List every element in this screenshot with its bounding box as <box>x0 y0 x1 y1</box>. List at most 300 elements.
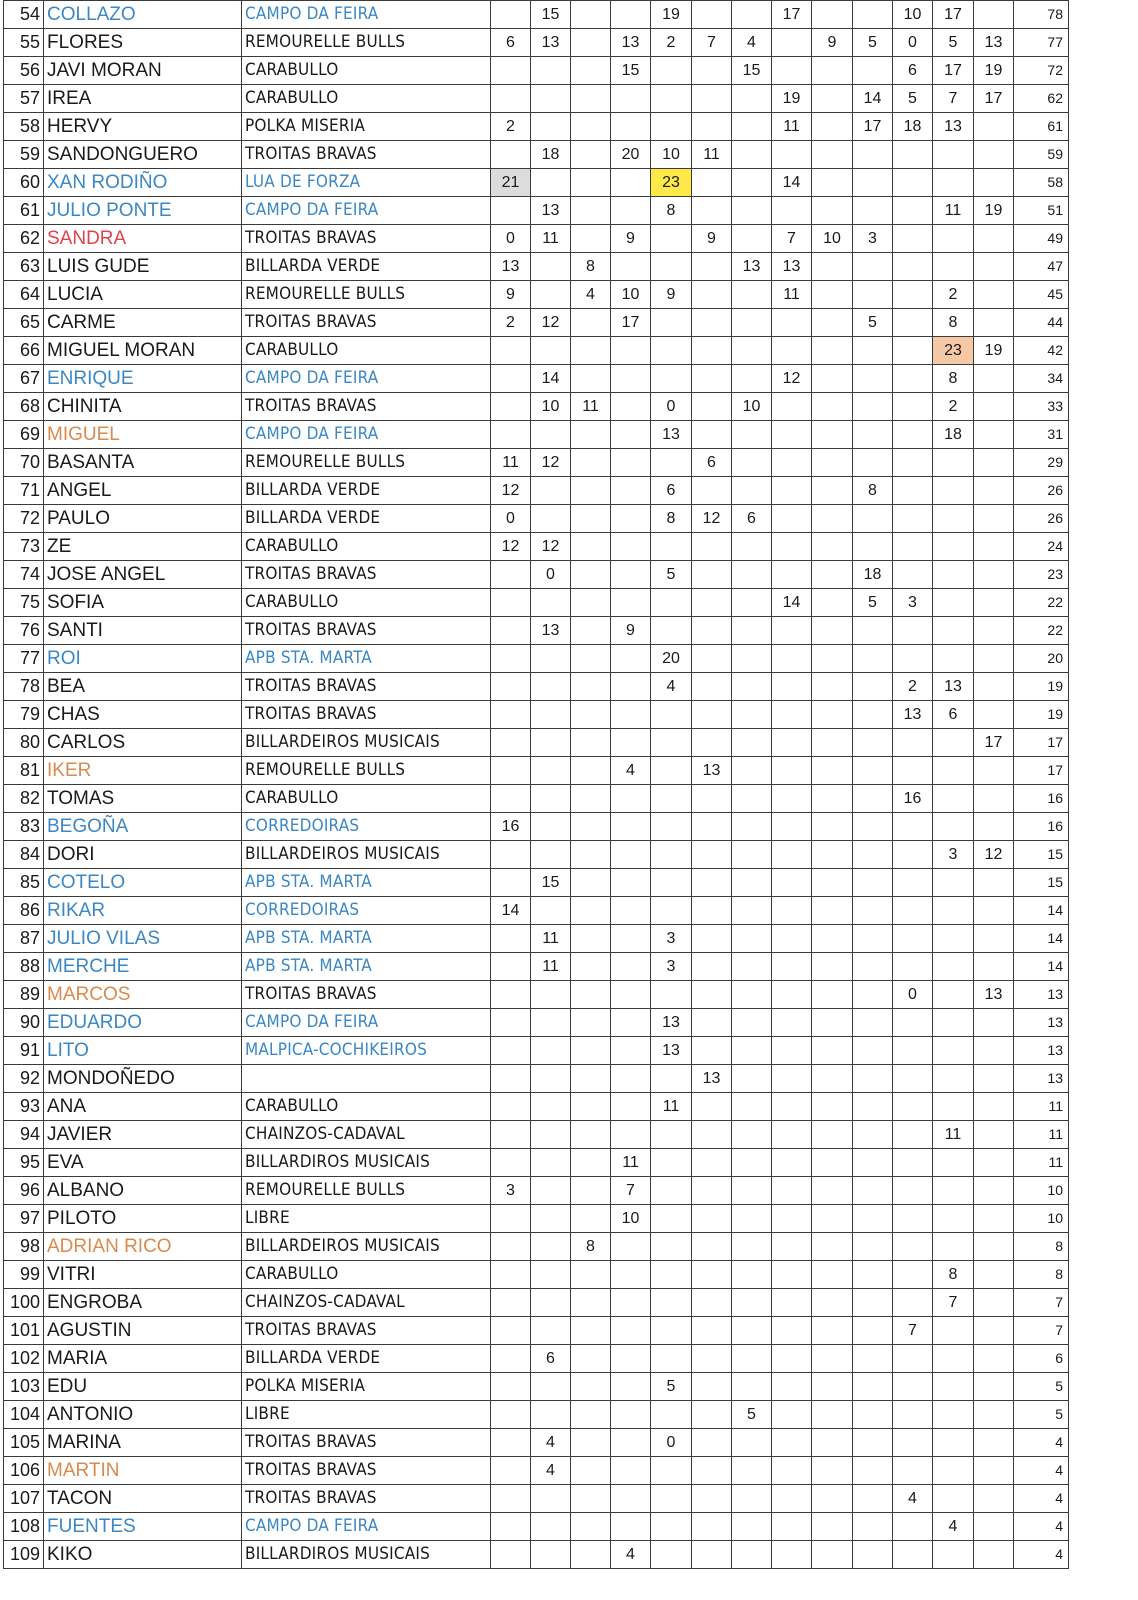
score-cell <box>933 1177 974 1205</box>
score-cell <box>812 1289 853 1317</box>
team-cell: CAMPO DA FEIRA <box>242 1 491 29</box>
rank-cell: 105 <box>4 1429 44 1457</box>
score-cell <box>732 617 772 645</box>
score-cell <box>651 897 692 925</box>
score-cell <box>692 1093 732 1121</box>
score-cell: 11 <box>531 925 571 953</box>
score-cell: 18 <box>893 113 933 141</box>
player-name-cell: LUCIA <box>44 281 242 309</box>
player-name-cell: LUIS GUDE <box>44 253 242 281</box>
score-cell <box>571 953 611 981</box>
score-cell <box>974 449 1014 477</box>
score-cell <box>491 617 531 645</box>
score-cell <box>772 1457 812 1485</box>
score-cell <box>692 1261 732 1289</box>
rank-cell: 102 <box>4 1345 44 1373</box>
score-cell <box>853 1093 893 1121</box>
table-row <box>4 1373 1069 1401</box>
score-cell <box>531 169 571 197</box>
score-cell <box>571 729 611 757</box>
rank-cell: 98 <box>4 1233 44 1261</box>
score-cell <box>692 1009 732 1037</box>
score-cell <box>772 1485 812 1513</box>
score-cell <box>571 1065 611 1093</box>
score-cell <box>974 561 1014 589</box>
score-cell <box>531 1093 571 1121</box>
score-cell <box>812 1065 853 1093</box>
team-cell: CORREDOIRAS <box>242 813 491 841</box>
score-cell <box>732 1513 772 1541</box>
score-cell: 11 <box>933 1121 974 1149</box>
score-cell <box>692 253 732 281</box>
score-cell: 11 <box>531 225 571 253</box>
score-cell <box>812 337 853 365</box>
table-row <box>4 225 1069 253</box>
total-cell: 34 <box>1014 365 1069 393</box>
score-cell <box>692 337 732 365</box>
score-cell: 23 <box>933 337 974 365</box>
team-cell: REMOURELLE BULLS <box>242 757 491 785</box>
score-cell <box>611 1317 651 1345</box>
score-cell: 11 <box>933 197 974 225</box>
score-cell <box>853 1373 893 1401</box>
total-cell: 6 <box>1014 1345 1069 1373</box>
rank-cell: 61 <box>4 197 44 225</box>
score-cell <box>571 1289 611 1317</box>
score-cell: 4 <box>531 1457 571 1485</box>
score-cell <box>732 197 772 225</box>
table-row <box>4 477 1069 505</box>
score-cell <box>974 925 1014 953</box>
team-cell: TROITAS BRAVAS <box>242 673 491 701</box>
score-cell <box>853 1037 893 1065</box>
score-cell <box>491 953 531 981</box>
score-cell <box>893 1373 933 1401</box>
player-name-cell: JULIO VILAS <box>44 925 242 953</box>
score-cell <box>491 1485 531 1513</box>
score-cell <box>611 1485 651 1513</box>
table-row <box>4 1485 1069 1513</box>
score-cell <box>812 1401 853 1429</box>
score-cell <box>491 785 531 813</box>
total-cell: 61 <box>1014 113 1069 141</box>
player-name-cell: MIGUEL <box>44 421 242 449</box>
score-cell <box>732 421 772 449</box>
score-cell <box>772 1317 812 1345</box>
score-cell <box>531 701 571 729</box>
score-cell <box>974 589 1014 617</box>
rank-cell: 55 <box>4 29 44 57</box>
score-cell <box>853 981 893 1009</box>
score-cell <box>531 673 571 701</box>
score-cell: 12 <box>531 309 571 337</box>
score-cell: 7 <box>933 85 974 113</box>
score-cell: 20 <box>651 645 692 673</box>
score-cell <box>893 841 933 869</box>
score-cell <box>692 813 732 841</box>
score-cell <box>893 1149 933 1177</box>
score-cell <box>812 785 853 813</box>
team-cell: LIBRE <box>242 1205 491 1233</box>
score-cell <box>974 757 1014 785</box>
team-cell: CAMPO DA FEIRA <box>242 1009 491 1037</box>
score-cell <box>812 757 853 785</box>
table-row <box>4 1093 1069 1121</box>
score-cell <box>692 925 732 953</box>
player-name-cell: SANDONGUERO <box>44 141 242 169</box>
team-cell: BILLARDA VERDE <box>242 253 491 281</box>
table-row <box>4 1121 1069 1149</box>
score-cell: 6 <box>732 505 772 533</box>
score-cell <box>772 1233 812 1261</box>
score-cell <box>611 1373 651 1401</box>
score-cell: 8 <box>571 1233 611 1261</box>
score-cell: 8 <box>651 197 692 225</box>
score-cell: 4 <box>571 281 611 309</box>
score-cell <box>812 953 853 981</box>
table-row <box>4 57 1069 85</box>
score-cell <box>732 561 772 589</box>
team-cell: APB STA. MARTA <box>242 645 491 673</box>
score-cell: 2 <box>491 113 531 141</box>
score-cell <box>571 225 611 253</box>
score-cell <box>772 29 812 57</box>
team-cell: BILLARDA VERDE <box>242 1345 491 1373</box>
score-cell <box>772 393 812 421</box>
rank-cell: 78 <box>4 673 44 701</box>
score-cell <box>812 925 853 953</box>
player-name-cell: BASANTA <box>44 449 242 477</box>
score-cell <box>812 1009 853 1037</box>
score-cell <box>853 57 893 85</box>
table-row <box>4 1233 1069 1261</box>
score-cell <box>491 365 531 393</box>
player-name-cell: TOMAS <box>44 785 242 813</box>
score-cell <box>772 1093 812 1121</box>
table-row <box>4 1 1069 29</box>
score-cell <box>692 617 732 645</box>
total-cell: 8 <box>1014 1233 1069 1261</box>
player-name-cell: IKER <box>44 757 242 785</box>
score-cell <box>974 869 1014 897</box>
score-cell <box>611 1093 651 1121</box>
score-cell <box>732 533 772 561</box>
score-cell <box>812 617 853 645</box>
score-cell <box>732 337 772 365</box>
player-name-cell: ANA <box>44 1093 242 1121</box>
score-cell <box>893 281 933 309</box>
score-cell <box>853 953 893 981</box>
score-cell <box>812 1093 853 1121</box>
score-cell <box>651 1541 692 1569</box>
score-cell <box>772 477 812 505</box>
total-cell: 10 <box>1014 1177 1069 1205</box>
score-cell <box>772 141 812 169</box>
total-cell: 4 <box>1014 1485 1069 1513</box>
table-row <box>4 1345 1069 1373</box>
score-cell <box>571 1317 611 1345</box>
score-cell: 14 <box>531 365 571 393</box>
score-cell: 6 <box>531 1345 571 1373</box>
score-cell <box>732 1485 772 1513</box>
score-cell <box>692 1345 732 1373</box>
score-cell <box>491 673 531 701</box>
score-cell <box>651 785 692 813</box>
score-cell: 5 <box>853 589 893 617</box>
score-cell <box>772 645 812 673</box>
score-cell: 13 <box>893 701 933 729</box>
score-cell: 13 <box>692 1065 732 1093</box>
score-cell: 6 <box>491 29 531 57</box>
score-cell <box>893 197 933 225</box>
score-cell <box>933 785 974 813</box>
score-cell <box>531 1177 571 1205</box>
player-name-cell: SANTI <box>44 617 242 645</box>
score-cell <box>812 1485 853 1513</box>
score-cell <box>772 1177 812 1205</box>
total-cell: 49 <box>1014 225 1069 253</box>
score-cell <box>692 477 732 505</box>
team-cell: BILLARDEIROS MUSICAIS <box>242 841 491 869</box>
score-cell <box>933 1093 974 1121</box>
score-cell <box>531 477 571 505</box>
rank-cell: 65 <box>4 309 44 337</box>
score-cell: 9 <box>692 225 732 253</box>
player-name-cell: ALBANO <box>44 1177 242 1205</box>
score-cell <box>611 981 651 1009</box>
score-cell <box>732 981 772 1009</box>
rank-cell: 62 <box>4 225 44 253</box>
rank-cell: 80 <box>4 729 44 757</box>
rank-cell: 94 <box>4 1121 44 1149</box>
total-cell: 22 <box>1014 617 1069 645</box>
score-cell <box>531 281 571 309</box>
score-cell <box>732 841 772 869</box>
score-cell <box>531 897 571 925</box>
player-name-cell: ANGEL <box>44 477 242 505</box>
score-cell <box>974 1457 1014 1485</box>
score-cell <box>933 617 974 645</box>
score-cell <box>974 1485 1014 1513</box>
total-cell: 7 <box>1014 1317 1069 1345</box>
table-row <box>4 701 1069 729</box>
score-cell <box>571 1401 611 1429</box>
total-cell: 59 <box>1014 141 1069 169</box>
score-cell <box>772 953 812 981</box>
score-cell <box>692 1233 732 1261</box>
table-row <box>4 1541 1069 1569</box>
score-cell: 10 <box>812 225 853 253</box>
score-cell <box>772 197 812 225</box>
score-cell <box>812 1 853 29</box>
team-cell: CHAINZOS-CADAVAL <box>242 1289 491 1317</box>
table-row <box>4 1401 1069 1429</box>
player-name-cell: EDU <box>44 1373 242 1401</box>
total-cell: 26 <box>1014 505 1069 533</box>
score-cell <box>732 813 772 841</box>
total-cell: 4 <box>1014 1457 1069 1485</box>
score-cell <box>571 981 611 1009</box>
score-cell <box>611 337 651 365</box>
score-cell <box>974 673 1014 701</box>
rank-cell: 64 <box>4 281 44 309</box>
score-cell <box>571 1513 611 1541</box>
table-row <box>4 1261 1069 1289</box>
total-cell: 17 <box>1014 729 1069 757</box>
score-cell <box>571 673 611 701</box>
score-cell <box>651 813 692 841</box>
player-name-cell: PAULO <box>44 505 242 533</box>
score-cell <box>611 477 651 505</box>
score-cell <box>692 785 732 813</box>
score-cell <box>651 1149 692 1177</box>
score-cell <box>893 1345 933 1373</box>
score-cell <box>853 785 893 813</box>
score-cell <box>772 785 812 813</box>
total-cell: 17 <box>1014 757 1069 785</box>
rank-cell: 66 <box>4 337 44 365</box>
player-name-cell: JOSE ANGEL <box>44 561 242 589</box>
score-cell <box>491 141 531 169</box>
score-cell <box>812 1345 853 1373</box>
score-cell <box>853 141 893 169</box>
total-cell: 5 <box>1014 1373 1069 1401</box>
score-cell <box>812 1149 853 1177</box>
player-name-cell: MIGUEL MORAN <box>44 337 242 365</box>
score-cell <box>692 673 732 701</box>
score-cell <box>732 1345 772 1373</box>
score-cell <box>531 813 571 841</box>
score-cell <box>772 337 812 365</box>
score-cell <box>853 337 893 365</box>
score-cell <box>933 225 974 253</box>
score-cell <box>812 309 853 337</box>
score-cell <box>772 561 812 589</box>
score-cell <box>732 645 772 673</box>
table-row <box>4 897 1069 925</box>
rank-cell: 71 <box>4 477 44 505</box>
score-cell <box>772 981 812 1009</box>
score-cell <box>772 1289 812 1317</box>
score-cell <box>853 197 893 225</box>
score-cell <box>732 1457 772 1485</box>
score-cell <box>692 729 732 757</box>
score-cell <box>812 1037 853 1065</box>
rank-cell: 86 <box>4 897 44 925</box>
player-name-cell: HERVY <box>44 113 242 141</box>
rank-cell: 75 <box>4 589 44 617</box>
score-cell <box>571 113 611 141</box>
score-cell <box>772 309 812 337</box>
team-cell: TROITAS BRAVAS <box>242 309 491 337</box>
score-cell <box>974 393 1014 421</box>
score-cell <box>571 1121 611 1149</box>
score-cell <box>571 1261 611 1289</box>
rank-cell: 96 <box>4 1177 44 1205</box>
score-cell <box>933 1401 974 1429</box>
team-cell: CAMPO DA FEIRA <box>242 197 491 225</box>
table-row <box>4 561 1069 589</box>
score-cell <box>651 253 692 281</box>
score-cell <box>933 813 974 841</box>
score-cell <box>933 169 974 197</box>
score-cell <box>853 281 893 309</box>
score-cell <box>651 1401 692 1429</box>
team-cell: REMOURELLE BULLS <box>242 449 491 477</box>
score-cell <box>571 1541 611 1569</box>
score-cell: 4 <box>933 1513 974 1541</box>
score-cell <box>812 673 853 701</box>
score-cell <box>853 1 893 29</box>
rank-cell: 77 <box>4 645 44 673</box>
total-cell: 14 <box>1014 925 1069 953</box>
score-cell <box>853 729 893 757</box>
score-cell <box>772 1513 812 1541</box>
score-cell <box>812 1317 853 1345</box>
rank-cell: 100 <box>4 1289 44 1317</box>
rank-cell: 58 <box>4 113 44 141</box>
score-cell <box>853 169 893 197</box>
total-cell: 7 <box>1014 1289 1069 1317</box>
score-cell <box>974 813 1014 841</box>
score-cell <box>974 533 1014 561</box>
score-cell <box>893 1541 933 1569</box>
total-cell: 10 <box>1014 1205 1069 1233</box>
score-cell <box>491 1121 531 1149</box>
score-cell <box>933 953 974 981</box>
player-name-cell: CARLOS <box>44 729 242 757</box>
score-cell <box>812 729 853 757</box>
score-cell <box>974 1345 1014 1373</box>
score-cell: 11 <box>651 1093 692 1121</box>
score-cell: 11 <box>571 393 611 421</box>
score-cell <box>531 1401 571 1429</box>
score-cell: 10 <box>651 141 692 169</box>
total-cell: 4 <box>1014 1429 1069 1457</box>
total-cell: 33 <box>1014 393 1069 421</box>
score-cell <box>772 1009 812 1037</box>
score-cell <box>531 1009 571 1037</box>
player-name-cell: ROI <box>44 645 242 673</box>
rank-cell: 60 <box>4 169 44 197</box>
score-cell <box>732 701 772 729</box>
score-cell <box>933 253 974 281</box>
rank-cell: 101 <box>4 1317 44 1345</box>
total-cell: 42 <box>1014 337 1069 365</box>
score-cell <box>732 757 772 785</box>
score-cell <box>692 701 732 729</box>
table-row <box>4 421 1069 449</box>
team-cell: TROITAS BRAVAS <box>242 1317 491 1345</box>
score-cell <box>611 1233 651 1261</box>
score-cell <box>611 589 651 617</box>
score-cell <box>692 645 732 673</box>
score-cell <box>531 1373 571 1401</box>
score-cell <box>893 477 933 505</box>
table-row <box>4 505 1069 533</box>
score-cell <box>853 701 893 729</box>
score-cell: 5 <box>651 561 692 589</box>
score-cell <box>571 309 611 337</box>
score-cell <box>772 421 812 449</box>
score-cell <box>611 365 651 393</box>
score-cell <box>812 1177 853 1205</box>
score-cell <box>974 1177 1014 1205</box>
score-cell <box>491 1149 531 1177</box>
score-cell <box>933 729 974 757</box>
score-cell: 17 <box>611 309 651 337</box>
score-cell <box>933 1065 974 1093</box>
